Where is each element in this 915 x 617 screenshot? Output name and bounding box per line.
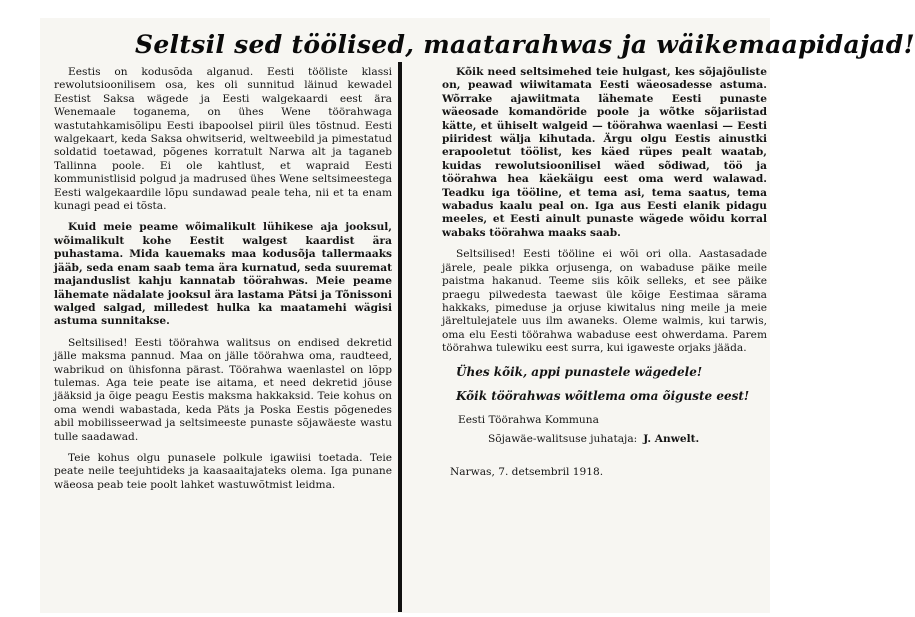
left-column bbox=[54, 66, 392, 500]
signature-name: J. Anwelt. bbox=[643, 432, 700, 445]
leaflet-title: Seltsil sed töölised, maatarahwas ja wäikemaapidajad! bbox=[135, 30, 915, 59]
right-column bbox=[442, 66, 767, 480]
paragraph: Eestis on kodusõda alganud. Eesti tööliste klassi rewolutsioonilisem osa, kes oli sunnitud läinud kewadel Eestist Saksa wägede ja Eesti walgekaardi eest ära Wenemaale toganema, on ühes Wene töörahwaga wastutahkamisõlipu Eesti ibapoolsel piiril üles tõstnud. Eesti walgekaart, keda Saksa ohwitserid, weltweebild ja pimestatud soldatid toetawad, põgenes korratult Narwa alt ja taganeb Tallinna poole. Ei ole kahtlust, et wapraid Eesti kommunistlisid polgud ja madrused ühes Wene seltsimeestega Eesti walgekaardile lõpu sundawad peale teha, nii et ta enam kunagi pead ei tõsta. bbox=[54, 66, 392, 213]
paragraph: Seltsilised! Eesti tööline ei wõi ori olla. Aastasadade järele, peale pikka orjusenga, on wabaduse päike meile paistma hakanud. Teeme siis kõik selleks, et see päike praegu pilwedesta taewast üle kõige Eestimaa särama hakkaks, pimeduse ja orjuse kiwitalus ning meile ja meie järeltulejatele uus ilm awaneks. Oleme walmis, kui tarwis, oma elu Eesti töörahwa wabaduse eest ohwerdama. Parem töörahwa tulewiku eest surra, kui igaweste orjaks jääda. bbox=[442, 248, 767, 355]
slogan: Ühes kõik, appi punastele wägedele! bbox=[456, 364, 703, 379]
paragraph: Kõik need seltsimehed teie hulgast, kes sõjajõuliste on, peawad wiiwitamata Eesti wäeosadesse astuma. Wõrrake ajawiitmata lähemate Eesti punaste wäeosade komandöride poole ja wõtke sõjariistad kätte, et ühiselt walgeid — töörahwa waenlasi — Eesti piiridest wälja kihutada. Ärgu olgu Eestis ainustki erapooletut töölist, kes käed rüpes pealt waatab, kuidas rewolutsioonilisel wäed sõdiwad, töö ja töörahwa hea käekäigu eest oma werd walawad. Teadku iga tööline, et tema asi, tema saatus, tema wabadus kaalu peal on. Iga aus Eesti elanik pidagu meeles, et Eesti ainult punaste wägede wõidu korral wabaks töörahwa maaks saab. bbox=[442, 66, 767, 239]
slogan: Kõik töörahwas wõitlema oma õiguste eest! bbox=[456, 388, 750, 403]
paragraph: Seltsilised! Eesti töörahwa walitsus on endised dekretid jälle maksma pannud. Maa on jälle töörahwa oma, raudteed, wabrikud on ühisfonna pärast. Töörahwa waenlastel on lõpp tulemas. Aga teie peate ise aitama, et need dekretid jõuse jääksid ja õige peagu Eestis maksma hakkaksid. Teie kohus on oma wendi wabastada, keda Päts ja Poska Eestis põgenedes abil mobilisseerwad ja seltsimeeste punaste sõjawäeste wastu tulle saadawad. bbox=[54, 336, 392, 443]
signature-org: Eesti Töörahwa Kommuna bbox=[458, 413, 599, 426]
paragraph: Teie kohus olgu punasele polkule igawiisi toetada. Teie peate neile teejuhtideks ja kaasaaitajateks olema. Iga punane wäeosa peab teie poolt lahket wastuwõtmist leidma. bbox=[54, 451, 392, 491]
place-date: Narwas, 7. detsembril 1918. bbox=[450, 466, 604, 479]
signature-role: Sõjawäe-walitsuse juhataja: bbox=[488, 432, 638, 445]
column-divider bbox=[398, 62, 402, 612]
signature-line bbox=[442, 433, 767, 446]
paragraph: Kuid meie peame wõimalikult lühikese aja jooksul, wõimalikult kohe Eestit walgest kaardist ära puhastama. Mida kauemaks maa kodusõja tallermaaks jääb, seda enam saab tema ära kurnatud, seda suuremat majanduslist kahju kannatab töörahwas. Meie peame lähemate nädalate jooksul ära lastama Pätsi ja Tõnissoni walged salgad, milledest hulka ka maatamehi wägisi astuma sunnitakse. bbox=[54, 221, 392, 328]
leaflet-page bbox=[40, 18, 915, 613]
